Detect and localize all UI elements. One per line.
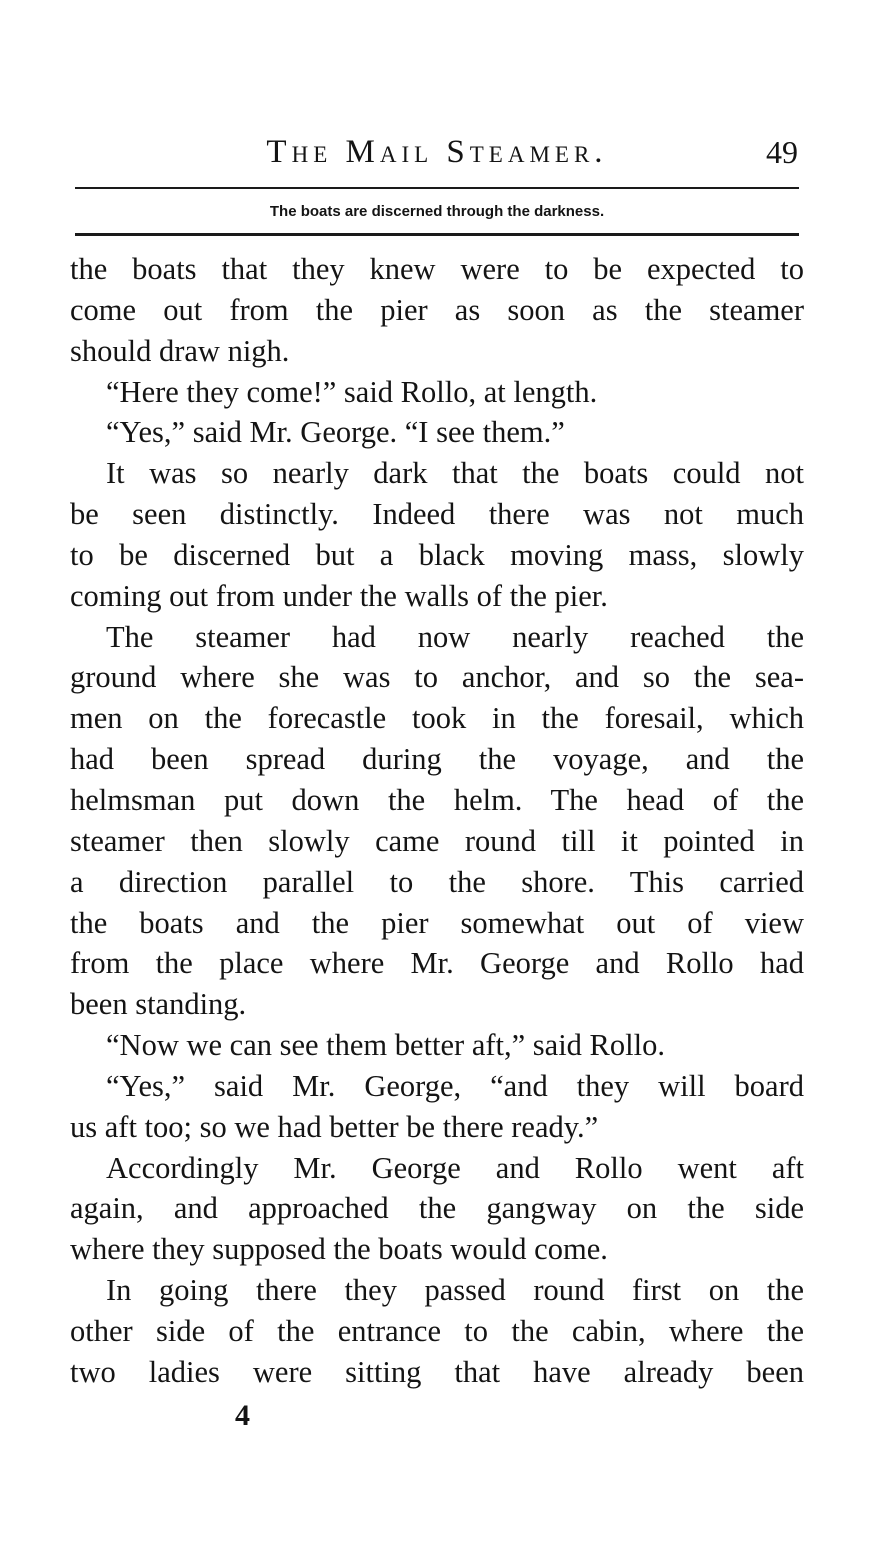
text-line: “Yes,” said Mr. George, “and they will board [106, 1068, 804, 1103]
text-line: from the place where Mr. George and Rollo had [70, 946, 804, 981]
text-line: where they supposed the boats would come. [70, 1232, 608, 1267]
text-line: been standing. [70, 987, 247, 1022]
text-line: us aft too; so we had better be there ready.” [70, 1109, 599, 1144]
text-line: “Here they come!” said Rollo, at length. [106, 374, 598, 409]
text-line: should draw nigh. [70, 333, 290, 368]
header-rule-top [75, 187, 799, 189]
text-line: The steamer had now nearly reached the [106, 619, 804, 654]
running-head [70, 132, 804, 172]
text-line: It was so nearly dark that the boats could not [106, 456, 804, 491]
text-line: In going there they passed round first on the [106, 1273, 804, 1308]
text-line: coming out from under the walls of the pier. [70, 578, 608, 613]
text-line: had been spread during the voyage, and the [70, 742, 804, 777]
signature-mark: 4 [235, 1399, 250, 1432]
text-line: a direction parallel to the shore. This carried [70, 864, 804, 899]
text-line: other side of the entrance to the cabin, where the [70, 1313, 804, 1348]
text-line: be seen distinctly. Indeed there was not much [70, 497, 804, 532]
page-number: 49 [766, 134, 798, 170]
text-line: steamer then slowly came round till it pointed in [70, 823, 804, 858]
text-line: two ladies were sitting that have already been [70, 1354, 804, 1389]
text-line: again, and approached the gangway on the side [70, 1191, 804, 1226]
text-line: Accordingly Mr. George and Rollo went aft [106, 1150, 804, 1185]
body-text [70, 249, 804, 1393]
page-caption: The boats are discerned through the darkness. [269, 203, 605, 220]
header-rule-bottom [75, 233, 799, 236]
text-line: to be discerned but a black moving mass, slowly [70, 537, 804, 572]
text-line: ground where she was to anchor, and so the sea- [70, 660, 804, 695]
text-line: “Yes,” said Mr. George. “I see them.” [106, 415, 565, 450]
text-line: come out from the pier as soon as the steamer [70, 292, 804, 327]
running-title: The Mail Steamer. [266, 134, 608, 170]
text-line: the boats and the pier somewhat out of view [70, 905, 804, 940]
text-line: helmsman put down the helm. The head of the [70, 782, 804, 817]
text-line: “Now we can see them better aft,” said Rollo. [106, 1028, 665, 1063]
text-line: men on the forecastle took in the foresail, which [70, 701, 804, 736]
text-line: the boats that they knew were to be expected to [70, 252, 804, 286]
